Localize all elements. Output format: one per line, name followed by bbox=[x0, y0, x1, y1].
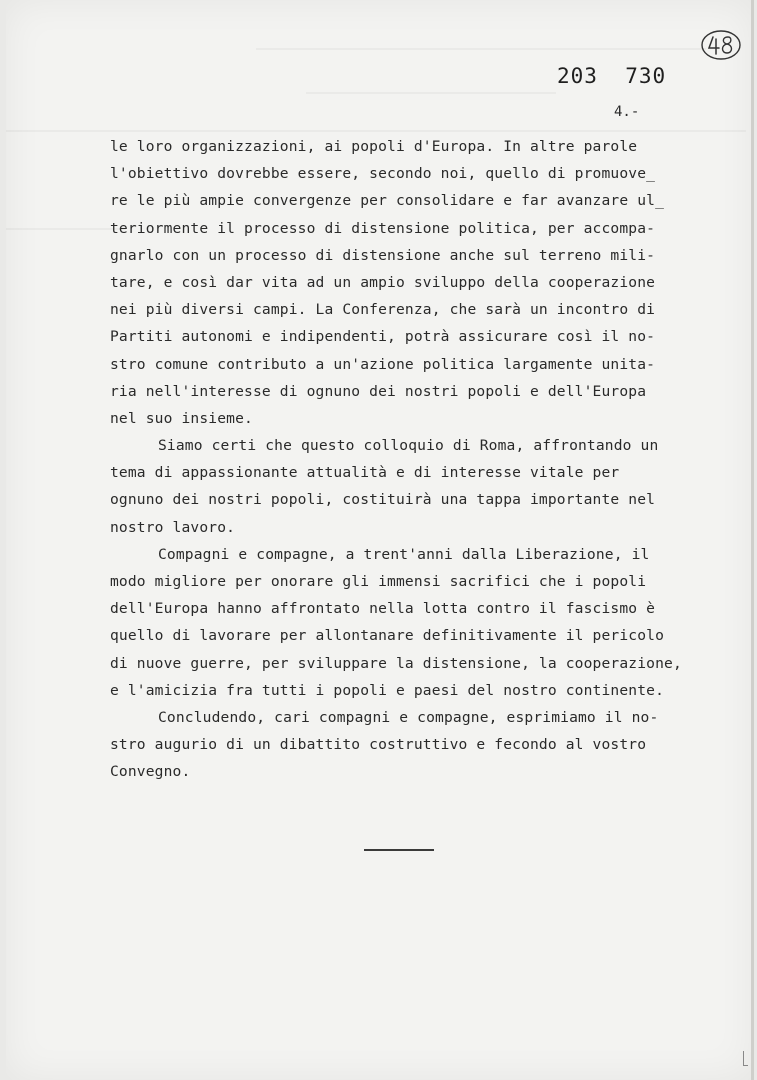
text-line: ognuno dei nostri popoli, costituirà una tappa importante nel bbox=[110, 491, 656, 509]
paragraph bbox=[110, 541, 730, 704]
archive-number: 203 730 bbox=[557, 64, 667, 88]
text-line: Compagni e compagne, a trent'anni dalla Liberazione, il bbox=[158, 545, 650, 563]
bleed-through-line bbox=[256, 48, 706, 50]
text-line: le loro organizzazioni, ai popoli d'Europa. In altre parole bbox=[110, 138, 638, 155]
bleed-through-line bbox=[6, 228, 126, 230]
paragraph bbox=[110, 133, 730, 432]
text-line: nostro lavoro. bbox=[110, 518, 236, 536]
text-line: Convegno. bbox=[110, 763, 191, 781]
handwritten-circled-number bbox=[700, 28, 742, 62]
text-line: quello di lavorare per allontanare definitivamente il pericolo bbox=[110, 627, 665, 645]
document-page bbox=[6, 0, 754, 1080]
text-line: gnarlo con un processo di distensione anche sul terreno mili- bbox=[110, 246, 656, 264]
text-line: Partiti autonomi e indipendenti, potrà assicurare così il no- bbox=[110, 328, 656, 346]
text-line: di nuove guerre, per sviluppare la distensione, la cooperazione, bbox=[110, 654, 682, 672]
text-line: modo migliore per onorare gli immensi sacrifici che i popoli bbox=[110, 573, 647, 590]
page-number: 4.- bbox=[614, 104, 640, 120]
text-line: Siamo certi che questo colloquio di Roma, affrontando un bbox=[158, 437, 659, 455]
text-line: re le più ampie convergenze per consolidare e far avanzare ul_ bbox=[110, 192, 665, 210]
text-line: tare, e così dar vita ad un ampio sviluppo della cooperazione bbox=[110, 273, 656, 291]
text-line: dell'Europa hanno affrontato nella lotta contro il fascismo è bbox=[110, 600, 656, 618]
scan-corner-mark bbox=[743, 1051, 748, 1066]
closing-rule bbox=[364, 849, 434, 851]
paragraph bbox=[110, 704, 730, 786]
letter-body bbox=[110, 133, 730, 786]
page-edge bbox=[751, 0, 754, 1080]
text-line: stro comune contributo a un'azione politica largamente unita- bbox=[110, 355, 656, 373]
bleed-through-line bbox=[6, 130, 746, 132]
text-line: teriormente il processo di distensione politica, per accompa- bbox=[110, 219, 656, 237]
text-line: Concludendo, cari compagni e compagne, esprimiamo il no- bbox=[158, 708, 659, 726]
bleed-through-line bbox=[306, 92, 556, 94]
text-line: nel suo insieme. bbox=[110, 409, 253, 427]
text-line: nei più diversi campi. La Conferenza, che sarà un incontro di bbox=[110, 301, 656, 319]
circled-number-icon bbox=[700, 28, 742, 62]
paragraph bbox=[110, 432, 730, 541]
text-line: e l'amicizia fra tutti i popoli e paesi del nostro continente. bbox=[110, 681, 665, 699]
text-line: l'obiettivo dovrebbe essere, secondo noi, quello di promuove_ bbox=[110, 165, 656, 183]
text-line: stro augurio di un dibattito costruttivo e fecondo al vostro bbox=[110, 736, 647, 754]
text-line: ria nell'interesse di ognuno dei nostri popoli e dell'Europa bbox=[110, 382, 647, 400]
text-line: tema di appassionante attualità e di interesse vitale per bbox=[110, 464, 620, 482]
